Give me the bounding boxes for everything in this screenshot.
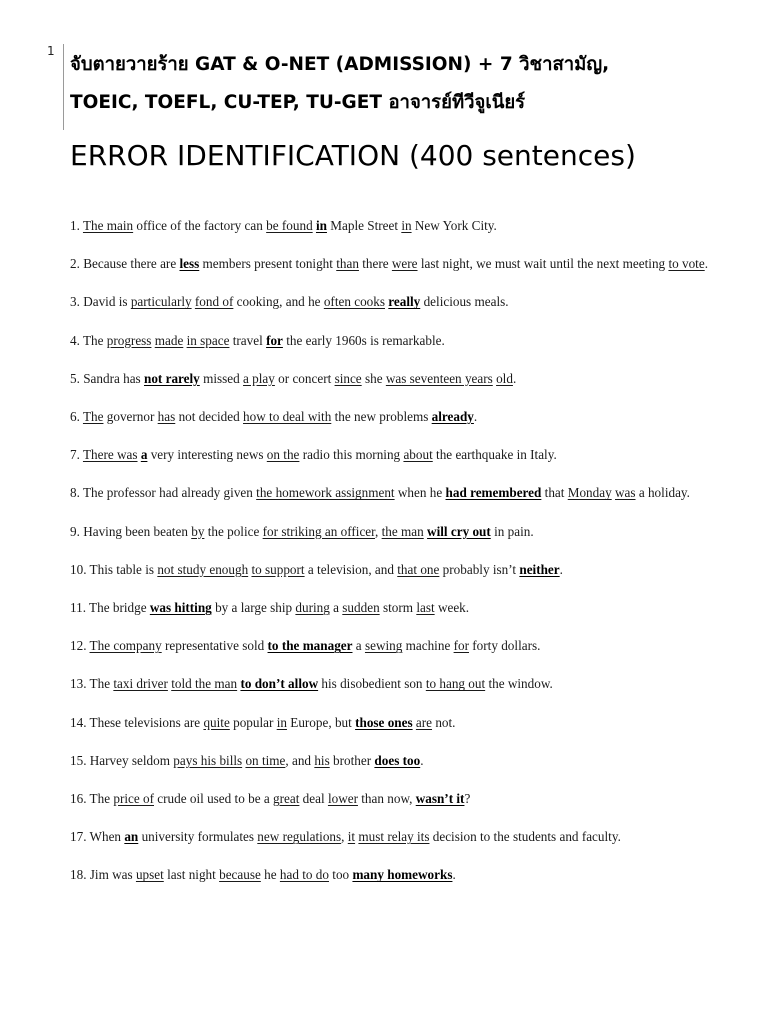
sentence-text: Maple Street [326, 218, 402, 233]
sentence-text: very interesting news [147, 447, 267, 463]
sentence-text: probably isn’t [439, 561, 520, 577]
underlined-option: particularly [130, 294, 192, 310]
sentence-text: , [375, 523, 382, 539]
sentence-text: his disobedient son [318, 676, 426, 692]
error-option: those ones [355, 714, 413, 730]
sentence-text: not. [432, 714, 456, 730]
sentence-text: 11. The bridge [70, 600, 150, 616]
error-option: was hitting [149, 600, 212, 616]
sentence-text: 3. David is [70, 294, 131, 310]
sentence-item [70, 708, 720, 738]
underlined-option: the man [381, 523, 424, 539]
sentence-item [70, 593, 720, 623]
sentence-text: deal [299, 791, 328, 807]
sentence-text: 1. [70, 218, 83, 233]
underlined-option: was [615, 485, 636, 501]
underlined-option: had to do [279, 867, 329, 883]
sentence-text: when he [394, 485, 446, 501]
underlined-option: that one [397, 561, 440, 577]
underlined-option: by [191, 523, 205, 539]
underlined-option: old [496, 370, 513, 386]
sentence-text: 8. The professor had already given [70, 485, 257, 501]
sentence-text: 17. When [70, 829, 125, 845]
sentence-text: 16. The [70, 791, 114, 807]
sentence-text: office of the factory can [133, 218, 267, 233]
underlined-option: on time [245, 752, 286, 768]
underlined-option: The main [82, 218, 134, 233]
sentence-text: 14. These televisions are [70, 714, 204, 730]
underlined-option: great [273, 791, 300, 807]
sentence-text: brother [329, 752, 375, 768]
underlined-option: be found [266, 218, 313, 233]
underlined-option: in space [186, 332, 230, 348]
sentence-text: last night, we must wait until the next meeting [417, 256, 669, 272]
sentence-text: . [559, 561, 563, 577]
sentence-text: the earthquake in Italy. [432, 447, 557, 463]
error-option: will cry out [427, 523, 491, 539]
sentence-text: storm [379, 600, 417, 616]
sentence-text: . [704, 256, 708, 272]
underlined-option: in [276, 714, 287, 730]
sentence-text: machine [402, 638, 454, 654]
sentence-item [70, 517, 720, 547]
sentence-text: the police [204, 523, 263, 539]
sentence-text: in pain. [490, 523, 534, 539]
sentence-text: by a large ship [211, 600, 296, 616]
underlined-option: sudden [342, 600, 380, 616]
sentence-text: radio this morning [299, 447, 404, 463]
margin-line [63, 44, 64, 130]
underlined-option: about [403, 447, 433, 463]
error-option: neither [519, 561, 560, 577]
document-header [70, 46, 750, 122]
sentence-text: travel [229, 332, 267, 348]
sentence-list [70, 211, 720, 899]
underlined-option: than [336, 256, 359, 272]
underlined-option: were [391, 256, 418, 272]
sentence-text: too [328, 867, 353, 883]
error-option: in [315, 218, 327, 233]
sentence-text: a holiday. [635, 485, 690, 501]
underlined-option: Monday [567, 485, 612, 501]
sentence-text: missed [199, 370, 244, 386]
sentence-item [70, 746, 720, 776]
sentence-text: 15. Harvey seldom [70, 752, 174, 768]
underlined-option: to hang out [425, 676, 486, 692]
underlined-option: last [416, 600, 435, 616]
underlined-option: the homework assignment [256, 485, 395, 501]
sentence-text: a television, and [304, 561, 398, 577]
sentence-text: . [420, 752, 424, 768]
sentence-text: crude oil used to be a [153, 791, 274, 807]
error-option: wasn’t it [415, 791, 465, 807]
sentence-text: the new problems [331, 409, 432, 425]
underlined-option: often cooks [323, 294, 385, 310]
underlined-option: made [154, 332, 184, 348]
error-option: to don’t allow [240, 676, 319, 692]
underlined-option: his [314, 752, 330, 768]
underlined-option: must relay its [358, 829, 430, 845]
underlined-option: because [219, 867, 261, 883]
sentence-item [70, 478, 720, 508]
sentence-item [70, 555, 720, 585]
error-option: already [431, 409, 474, 425]
underlined-option: told the man [171, 676, 238, 692]
sentence-text: the window. [485, 676, 553, 692]
underlined-option: quite [203, 714, 230, 730]
sentence-text: 7. [70, 447, 83, 463]
underlined-option: pays his bills [173, 752, 243, 768]
header-line-1: จับตายวายร้าย GAT & O-NET (ADMISSION) + 7 วิชาสามัญ, [70, 54, 610, 75]
underlined-option: lower [327, 791, 358, 807]
sentence-text: popular [229, 714, 277, 730]
error-option: less [179, 256, 200, 272]
underlined-option: it [347, 829, 356, 845]
sentence-text: than now, [357, 791, 416, 807]
underlined-option: to vote [668, 256, 705, 272]
underlined-option: a play [243, 370, 275, 386]
sentence-text: a [329, 600, 343, 616]
sentence-text: he [260, 867, 280, 883]
error-option: really [388, 294, 421, 310]
page-title: ERROR IDENTIFICATION (400 sentences) [70, 139, 636, 172]
sentence-item [70, 287, 720, 317]
error-option: had remembered [445, 485, 542, 501]
error-option: not rarely [143, 370, 200, 386]
sentence-text: last night [163, 867, 220, 883]
error-option: does too [374, 752, 421, 768]
underlined-option: new regulations [257, 829, 342, 845]
sentence-text: 13. The [70, 676, 114, 692]
sentence-text: 4. The [70, 332, 107, 348]
sentence-text: she [361, 370, 386, 386]
sentence-text: forty dollars. [468, 638, 541, 654]
underlined-option: not study enough [157, 561, 249, 577]
sentence-text: a [352, 638, 365, 654]
underlined-option: how to deal with [243, 409, 332, 425]
sentence-text: cooking, and he [233, 294, 324, 310]
error-option: a [140, 447, 148, 463]
sentence-text: governor [103, 409, 158, 425]
sentence-text: week. [434, 600, 470, 616]
underlined-option: sewing [364, 638, 403, 654]
sentence-item [70, 249, 720, 279]
underlined-option: during [295, 600, 330, 616]
underlined-option: price of [113, 791, 154, 807]
sentence-text: decision to the students and faculty. [429, 829, 621, 845]
sentence-item [70, 440, 720, 470]
sentence-item [70, 211, 720, 241]
underlined-option: upset [135, 867, 164, 883]
underlined-option: to support [251, 561, 305, 577]
underlined-option: for [453, 638, 469, 654]
sentence-text: or concert [274, 370, 335, 386]
error-option: for [266, 332, 283, 348]
sentence-item [70, 860, 720, 890]
sentence-item [70, 402, 720, 432]
underlined-option: since [334, 370, 362, 386]
sentence-text: 2. Because there are [70, 256, 180, 272]
sentence-text: delicious meals. [420, 294, 509, 310]
underlined-option: for striking an officer [262, 523, 376, 539]
sentence-text: not decided [175, 409, 244, 425]
underlined-option: The [82, 409, 104, 425]
header-line-2: TOEIC, TOEFL, CU-TEP, TU-GET อาจารย์ทีวีจูเนียร์ [70, 92, 526, 113]
sentence-text: . [473, 409, 478, 425]
sentence-text: 9. Having been beaten [70, 523, 192, 539]
underlined-option: on the [266, 447, 300, 463]
sentence-item [70, 326, 720, 356]
sentence-text: , and [285, 752, 315, 768]
underlined-option: fond of [194, 294, 234, 310]
sentence-text: . [512, 370, 517, 386]
sentence-text: university formulates [138, 829, 258, 845]
sentence-text: there [358, 256, 392, 272]
sentence-item [70, 669, 720, 699]
sentence-text: ? [464, 791, 471, 807]
underlined-option: There was [82, 447, 138, 463]
sentence-text: 6. [70, 409, 83, 425]
sentence-text: . [452, 867, 456, 883]
sentence-text: 5. Sandra has [70, 370, 144, 386]
underlined-option: taxi driver [113, 676, 168, 692]
sentence-text: Europe, but [286, 714, 356, 730]
sentence-text: representative sold [161, 638, 268, 654]
underlined-option: The company [89, 638, 162, 654]
sentence-text: New York City. [411, 218, 497, 233]
error-option: to the manager [267, 638, 353, 654]
sentence-item [70, 631, 720, 661]
page-number: 1 [47, 44, 55, 58]
sentence-text: that [541, 485, 568, 501]
sentence-item [70, 822, 720, 852]
sentence-text: 10. This table is [70, 561, 158, 577]
underlined-option: has [157, 409, 176, 425]
sentence-item [70, 364, 720, 394]
underlined-option: are [415, 714, 433, 730]
sentence-item [70, 784, 720, 814]
underlined-option: in [401, 218, 412, 233]
sentence-text: 18. Jim was [70, 867, 136, 883]
sentence-text: 12. [70, 638, 90, 654]
underlined-option: was seventeen years [385, 370, 493, 386]
sentence-text: , [341, 829, 348, 845]
error-option: many homeworks [352, 867, 453, 883]
sentence-text: members present tonight [199, 256, 337, 272]
error-option: an [124, 829, 139, 845]
underlined-option: progress [106, 332, 152, 348]
sentence-text: the early 1960s is remarkable. [282, 332, 445, 348]
